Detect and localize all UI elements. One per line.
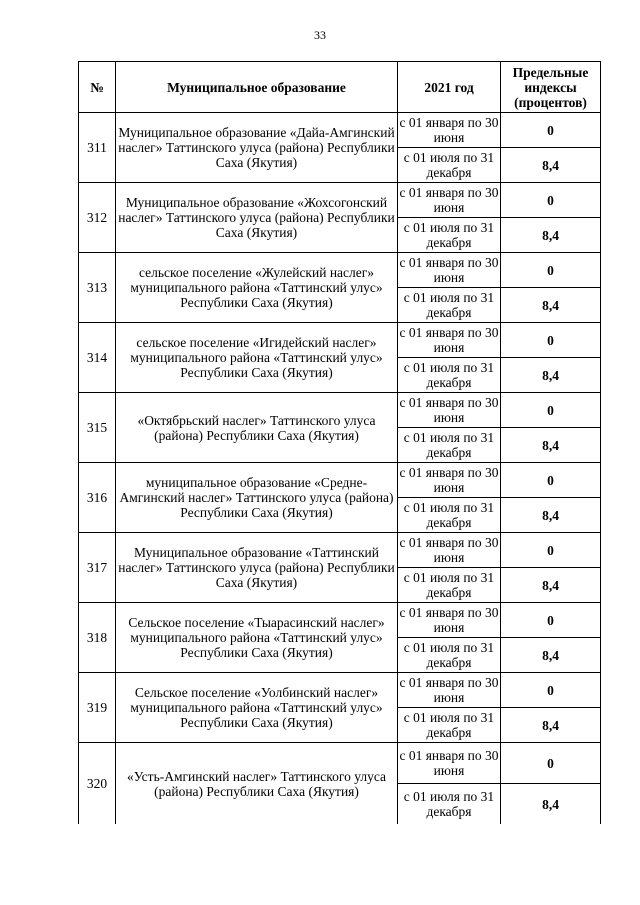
table-row	[79, 393, 601, 428]
municipality-name: «Октябрьский наслег» Таттинского улуса (района) Республики Саха (Якутия)	[116, 393, 398, 463]
period-first-half: с 01 января по 30 июня	[398, 603, 501, 638]
period-second-half: с 01 июля по 31 декабря	[398, 784, 501, 825]
period-first-half: с 01 января по 30 июня	[398, 253, 501, 288]
period-second-half: с 01 июля по 31 декабря	[398, 358, 501, 393]
index-first-half: 0	[501, 743, 601, 784]
period-second-half: с 01 июля по 31 декабря	[398, 498, 501, 533]
index-second-half: 8,4	[501, 288, 601, 323]
index-first-half: 0	[501, 393, 601, 428]
municipality-name: Сельское поселение «Тыарасинский наслег» муниципального района «Таттинский улус» Республики Саха (Якутия)	[116, 603, 398, 673]
period-first-half: с 01 января по 30 июня	[398, 463, 501, 498]
table-row	[79, 673, 601, 708]
table-row	[79, 113, 601, 148]
index-first-half: 0	[501, 253, 601, 288]
municipality-name: Сельское поселение «Уолбинский наслег» муниципального района «Таттинский улус» Республики Саха (Якутия)	[116, 673, 398, 743]
index-first-half: 0	[501, 533, 601, 568]
period-second-half: с 01 июля по 31 декабря	[398, 218, 501, 253]
row-number: 313	[79, 253, 116, 323]
row-number: 318	[79, 603, 116, 673]
row-number: 317	[79, 533, 116, 603]
row-number: 316	[79, 463, 116, 533]
index-second-half: 8,4	[501, 638, 601, 673]
table-body	[79, 113, 601, 825]
index-second-half: 8,4	[501, 784, 601, 825]
municipality-name: сельское поселение «Жулейский наслег» муниципального района «Таттинский улус» Республики Саха (Якутия)	[116, 253, 398, 323]
index-second-half: 8,4	[501, 568, 601, 603]
row-number: 312	[79, 183, 116, 253]
index-second-half: 8,4	[501, 498, 601, 533]
index-second-half: 8,4	[501, 708, 601, 743]
period-first-half: с 01 января по 30 июня	[398, 533, 501, 568]
header-period: 2021 год	[398, 62, 501, 113]
period-first-half: с 01 января по 30 июня	[398, 393, 501, 428]
period-second-half: с 01 июля по 31 декабря	[398, 568, 501, 603]
tariff-index-table	[78, 61, 601, 824]
row-number: 314	[79, 323, 116, 393]
period-first-half: с 01 января по 30 июня	[398, 323, 501, 358]
index-second-half: 8,4	[501, 218, 601, 253]
page-number: 33	[314, 28, 326, 42]
index-first-half: 0	[501, 463, 601, 498]
period-first-half: с 01 января по 30 июня	[398, 743, 501, 784]
row-number: 315	[79, 393, 116, 463]
period-second-half: с 01 июля по 31 декабря	[398, 708, 501, 743]
table-header-row	[79, 62, 601, 113]
header-municipality: Муниципальное образование	[116, 62, 398, 113]
period-second-half: с 01 июля по 31 декабря	[398, 638, 501, 673]
municipality-name: Муниципальное образование «Таттинский наслег» Таттинского улуса (района) Республики Саха (Якутия)	[116, 533, 398, 603]
table-row	[79, 253, 601, 288]
table-row	[79, 323, 601, 358]
index-second-half: 8,4	[501, 428, 601, 463]
header-number: №	[79, 62, 116, 113]
index-second-half: 8,4	[501, 148, 601, 183]
municipality-name: Муниципальное образование «Дайа-Амгинский наслег» Таттинского улуса (района) Республики Саха (Якутия)	[116, 113, 398, 183]
index-first-half: 0	[501, 603, 601, 638]
index-first-half: 0	[501, 673, 601, 708]
table-row	[79, 603, 601, 638]
row-number: 320	[79, 743, 116, 825]
index-first-half: 0	[501, 323, 601, 358]
municipality-name: Муниципальное образование «Жохсогонский наслег» Таттинского улуса (района) Республики Саха (Якутия)	[116, 183, 398, 253]
period-first-half: с 01 января по 30 июня	[398, 673, 501, 708]
table-row	[79, 533, 601, 568]
period-second-half: с 01 июля по 31 декабря	[398, 428, 501, 463]
index-first-half: 0	[501, 113, 601, 148]
table-row	[79, 743, 601, 784]
index-first-half: 0	[501, 183, 601, 218]
period-second-half: с 01 июля по 31 декабря	[398, 288, 501, 323]
period-second-half: с 01 июля по 31 декабря	[398, 148, 501, 183]
municipality-name: сельское поселение «Игидейский наслег» муниципального района «Таттинский улус» Республики Саха (Якутия)	[116, 323, 398, 393]
period-first-half: с 01 января по 30 июня	[398, 183, 501, 218]
table-row	[79, 183, 601, 218]
municipality-name: муниципальное образование «Средне-Амгинский наслег» Таттинского улуса (района) Республики Саха (Якутия)	[116, 463, 398, 533]
row-number: 311	[79, 113, 116, 183]
municipality-name: «Усть-Амгинский наслег» Таттинского улуса (района) Республики Саха (Якутия)	[116, 743, 398, 825]
row-number: 319	[79, 673, 116, 743]
index-second-half: 8,4	[501, 358, 601, 393]
period-first-half: с 01 января по 30 июня	[398, 113, 501, 148]
table-row	[79, 463, 601, 498]
header-index: Предельные индексы (процентов)	[501, 62, 601, 113]
